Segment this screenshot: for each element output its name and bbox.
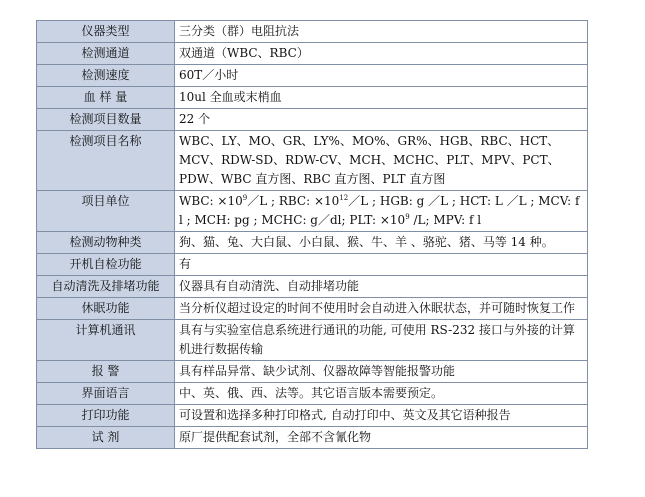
table-row (37, 21, 588, 43)
row-label: 检测动物种类 (37, 232, 175, 254)
row-value: 具有样品异常、缺少试剂、仪器故障等智能报警功能 (175, 361, 588, 383)
table-row (37, 254, 588, 276)
units-text: WBC: ×10 (179, 194, 243, 208)
spec-table (36, 20, 588, 449)
row-value: 原厂提供配套试剂，全部不含氰化物 (175, 427, 588, 449)
table-row (37, 43, 588, 65)
row-value: 10ul 全血或末梢血 (175, 87, 588, 109)
table-row (37, 191, 588, 232)
units-exponent: 9 (405, 213, 410, 221)
table-row (37, 405, 588, 427)
row-label: 自动清洗及排堵功能 (37, 276, 175, 298)
row-value: 狗、猫、兔、大白鼠、小白鼠、猴、牛、羊 、骆驼、猪、马等 14 种。 (175, 232, 588, 254)
row-label: 检测项目数量 (37, 109, 175, 131)
row-value: WBC、LY、MO、GR、LY%、MO%、GR%、HGB、RBC、HCT、MCV、RDW-SD、RDW-CV、MCH、MCHC、PLT、MPV、PCT、PDW、WBC 直方图、RBC 直方图、PLT 直方图 (175, 131, 588, 191)
row-value: 22 个 (175, 109, 588, 131)
row-value-units (175, 191, 588, 232)
row-value: 可设置和选择多种打印格式, 自动打印中、英文及其它语种报告 (175, 405, 588, 427)
row-label: 休眠功能 (37, 298, 175, 320)
table-row (37, 65, 588, 87)
table-row (37, 383, 588, 405)
row-value: 仪器具有自动清洗、自动排堵功能 (175, 276, 588, 298)
row-value: 当分析仪超过设定的时间不使用时会自动进入休眠状态，并可随时恢复工作 (175, 298, 588, 320)
units-text: /L; MPV: f l (409, 213, 482, 227)
table-row (37, 361, 588, 383)
table-row (37, 109, 588, 131)
row-value: 60T／小时 (175, 65, 588, 87)
units-exponent: 12 (339, 194, 349, 202)
row-value: 具有与实验室信息系统进行通讯的功能, 可使用 RS-232 接口与外接的计算机进行数据传输 (175, 320, 588, 361)
row-label: 检测速度 (37, 65, 175, 87)
table-row (37, 276, 588, 298)
row-label: 检测项目名称 (37, 131, 175, 191)
row-label: 打印功能 (37, 405, 175, 427)
row-label: 项目单位 (37, 191, 175, 232)
table-row (37, 427, 588, 449)
row-label: 仪器类型 (37, 21, 175, 43)
units-text: ／L ; RBC: ×10 (247, 194, 340, 208)
row-label: 血 样 量 (37, 87, 175, 109)
row-label: 试 剂 (37, 427, 175, 449)
table-row (37, 232, 588, 254)
row-label: 报 警 (37, 361, 175, 383)
table-row (37, 320, 588, 361)
row-value: 有 (175, 254, 588, 276)
row-label: 界面语言 (37, 383, 175, 405)
units-exponent: 9 (242, 194, 248, 202)
table-row (37, 298, 588, 320)
row-label: 检测通道 (37, 43, 175, 65)
row-value: 三分类（群）电阻抗法 (175, 21, 588, 43)
row-label: 开机自检功能 (37, 254, 175, 276)
table-row (37, 87, 588, 109)
table-row (37, 131, 588, 191)
row-label: 计算机通讯 (37, 320, 175, 361)
row-value: 双通道（WBC、RBC） (175, 43, 588, 65)
row-value: 中、英、俄、西、法等。其它语言版本需要预定。 (175, 383, 588, 405)
units-text: ／L ; HGB: g ／L ; HCT: L ／L ; MCV: f l ; MCH: pg ; MCHC: g／dl; PLT: ×10 (179, 194, 580, 227)
